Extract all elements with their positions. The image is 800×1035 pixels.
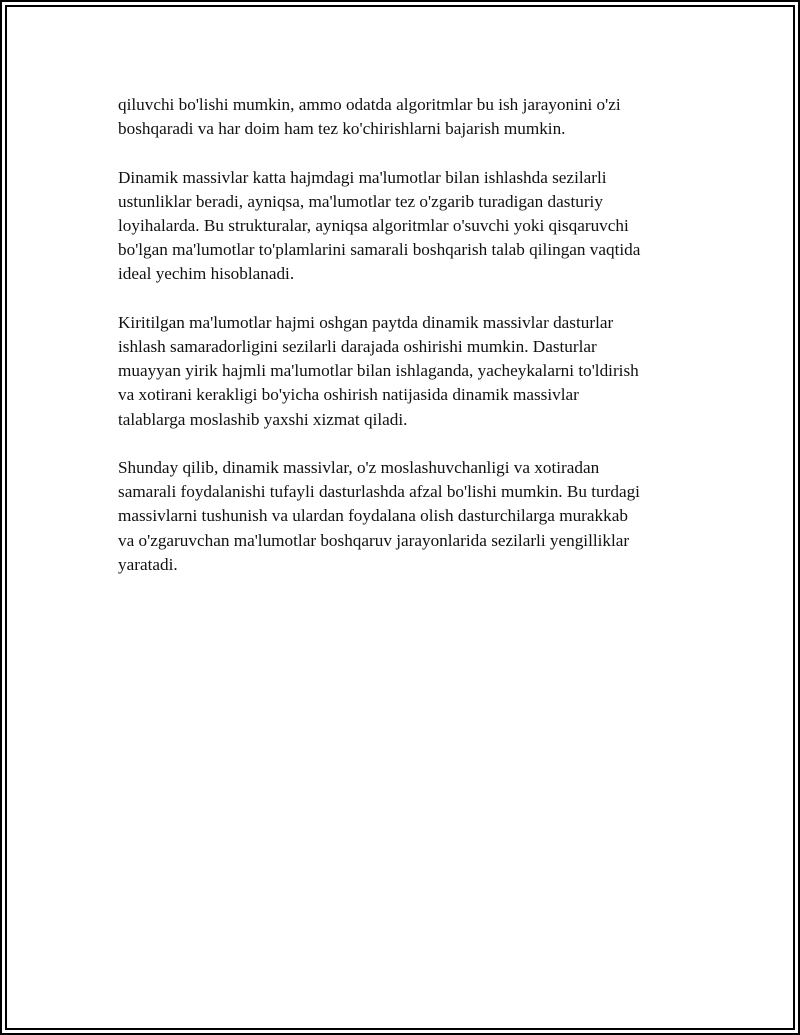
text-line: Dinamik massivlar katta hajmdagi ma'lumotlar bilan ishlashda sezilarli [118,167,607,187]
text-line: ideal yechim hisoblanadi. [118,264,295,284]
text-line: samarali foydalanishi tufayli dasturlashda afzal bo'lishi mumkin. Bu turdagi [118,482,640,502]
text-line: bo'lgan ma'lumotlar to'plamlarini samarali boshqarish talab qilingan vaqtida [118,240,641,260]
text-line: Kiritilgan ma'lumotlar hajmi oshgan paytda dinamik massivlar dasturlar [118,312,614,332]
paragraph-1 [118,93,688,141]
text-line: yaratadi. [118,554,178,574]
text-line: ustunliklar beradi, ayniqsa, ma'lumotlar tez o'zgarib turadigan dasturiy [118,191,603,211]
text-line: ishlash samaradorligini sezilarli darajada oshirishi mumkin. Dasturlar [118,337,597,356]
text-line: talablarga moslashib yaxshi xizmat qiladi. [118,409,408,429]
text-line: massivlarni tushunish va ulardan foydalana olish dasturchilarga murakkab [118,506,628,526]
text-line: va o'zgaruvchan ma'lumotlar boshqaruv jarayonlarida sezilarli yengilliklar [118,530,630,550]
text-line: Shunday qilib, dinamik massivlar, o'z moslashuvchanligi va xotiradan [118,458,600,477]
paragraph-4 [118,456,688,577]
text-line: muayyan yirik hajmli ma'lumotlar bilan ishlaganda, yacheykalarni to'ldirish [118,361,639,381]
paragraph-2 [118,166,688,287]
document-body [118,93,688,601]
text-line: qiluvchi bo'lishi mumkin, ammo odatda algoritmlar bu ish jarayonini o'zi [118,95,621,114]
text-line: boshqaradi va har doim ham tez ko'chirishlarni bajarish mumkin. [118,119,566,139]
text-line: va xotirani kerakligi bo'yicha oshirish natijasida dinamik massivlar [118,385,579,405]
text-line: loyihalarda. Bu strukturalar, ayniqsa algoritmlar o'suvchi yoki qisqaruvchi [118,216,629,235]
paragraph-3 [118,311,688,432]
